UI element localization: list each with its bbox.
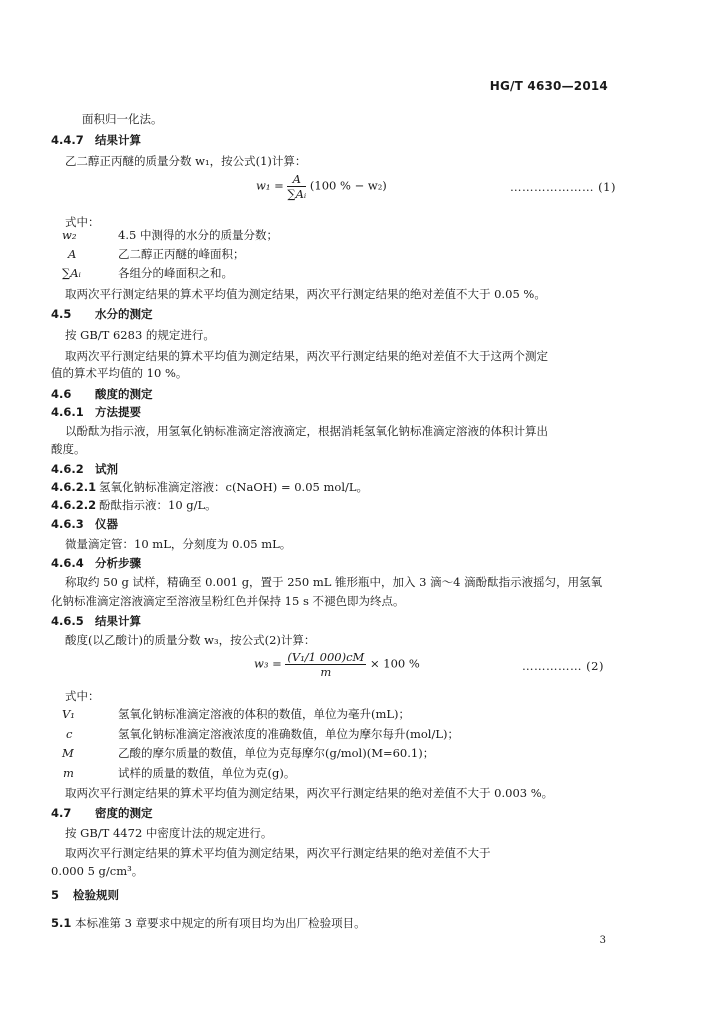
variable-description: 乙二醇正丙醚的峰面积； xyxy=(118,247,245,261)
paragraph-formula2-intro: 酸度(以乙酸计)的质量分数 w₃，按公式(2)计算： xyxy=(65,633,316,647)
paragraph-density-method: 按 GB/T 4472 中密度计法的规定进行。 xyxy=(65,826,273,840)
heading-title: 结果计算 xyxy=(95,133,141,147)
heading-number: 4.5 xyxy=(51,307,72,321)
equation-number-1: ………………… (1) xyxy=(510,180,616,194)
variable-description: 乙酸的摩尔质量的数值，单位为克每摩尔(g/mol)(M=60.1)； xyxy=(118,746,435,760)
formula-numerator: A xyxy=(287,172,306,187)
heading-4-6 xyxy=(51,386,153,402)
formula-denominator: ∑Aᵢ xyxy=(287,187,307,201)
paragraph-water-method: 按 GB/T 6283 的规定进行。 xyxy=(65,328,215,342)
clause-number: 4.6.2.2 xyxy=(51,498,97,512)
paragraph-procedure-line1: 称取约 50 g 试样，精确至 0.001 g，置于 250 mL 锥形瓶中，加入 3 滴～4 滴酚酞指示液摇匀，用氢氧 xyxy=(65,575,603,589)
heading-4-5 xyxy=(51,306,153,322)
formula-rest: (100 % − w₂) xyxy=(309,178,387,193)
heading-4-6-5 xyxy=(51,613,141,629)
clause-5-1 xyxy=(51,915,366,931)
heading-number: 4.6.5 xyxy=(51,614,84,628)
variable-symbol: ∑Aᵢ xyxy=(62,266,81,280)
heading-4-6-3 xyxy=(51,516,118,532)
paragraph-apparatus: 微量滴定管：10 mL，分刻度为 0.05 mL。 xyxy=(65,537,292,551)
variable-symbol: A xyxy=(68,247,77,261)
variable-description: 氢氧化钠标准滴定溶液浓度的准确数值，单位为摩尔每升(mol/L)； xyxy=(118,727,459,741)
paragraph-principle-line1: 以酚酞为指示液，用氢氧化钠标准滴定溶液滴定，根据消耗氢氧化钠标准滴定溶液的体积计算出 xyxy=(65,424,548,438)
heading-number: 4.6 xyxy=(51,387,72,401)
heading-number: 4.4.7 xyxy=(51,133,84,147)
heading-number: 4.7 xyxy=(51,806,72,820)
heading-title: 结果计算 xyxy=(95,614,141,628)
paragraph-result-4-6-5: 取两次平行测定结果的算术平均值为测定结果，两次平行测定结果的绝对差值不大于 0.003 %。 xyxy=(65,786,554,800)
variable-description: 试样的质量的数值，单位为克(g)。 xyxy=(118,766,296,780)
heading-number: 4.6.4 xyxy=(51,556,84,570)
heading-title: 试剂 xyxy=(95,462,118,476)
paragraph-result-4-4-7: 取两次平行测定结果的算术平均值为测定结果，两次平行测定结果的绝对差值不大于 0.05 %。 xyxy=(65,287,546,301)
reagent-4-6-2-1 xyxy=(51,479,368,495)
heading-title: 分析步骤 xyxy=(95,556,141,570)
heading-4-4-7 xyxy=(51,132,141,148)
heading-4-7 xyxy=(51,805,153,821)
paragraph-density-result-line1: 取两次平行测定结果的算术平均值为测定结果，两次平行测定结果的绝对差值不大于 xyxy=(65,846,491,860)
heading-number: 5 xyxy=(51,888,60,902)
clause-number: 5.1 xyxy=(51,916,72,930)
heading-title: 检验规则 xyxy=(73,888,119,902)
variable-symbol: V₁ xyxy=(62,707,75,721)
paragraph-procedure-line2: 化钠标准滴定溶液滴定至溶液呈粉红色并保持 15 s 不褪色即为终点。 xyxy=(51,594,405,608)
formula-fraction xyxy=(285,650,366,679)
equation-number-2: …………… (2) xyxy=(522,659,604,673)
heading-number: 4.6.1 xyxy=(51,405,84,419)
heading-number: 4.6.3 xyxy=(51,517,84,531)
formula-2 xyxy=(254,650,420,679)
paragraph-principle-line2: 酸度。 xyxy=(51,442,86,456)
paragraph-area-normalization: 面积归一化法。 xyxy=(82,112,163,126)
clause-text: 酚酞指示液：10 g/L。 xyxy=(99,498,217,512)
heading-4-6-1 xyxy=(51,404,141,420)
formula-rest: × 100 % xyxy=(369,656,420,671)
where-label-1: 式中： xyxy=(65,215,100,229)
formula-denominator: m xyxy=(320,665,332,679)
where-label-2: 式中： xyxy=(65,689,100,703)
clause-number: 4.6.2.1 xyxy=(51,480,97,494)
heading-title: 密度的测定 xyxy=(95,806,153,820)
formula-numerator: (V₁/1 000)cM xyxy=(287,650,365,664)
paragraph-formula1-intro: 乙二醇正丙醚的质量分数 w₁，按公式(1)计算： xyxy=(65,154,307,168)
variable-symbol: c xyxy=(66,727,73,741)
variable-symbol: M xyxy=(62,746,74,760)
heading-5 xyxy=(51,887,119,903)
variable-description: 各组分的峰面积之和。 xyxy=(118,266,233,280)
variable-description: 4.5 中测得的水分的质量分数； xyxy=(118,228,278,242)
paragraph-water-result-line1: 取两次平行测定结果的算术平均值为测定结果，两次平行测定结果的绝对差值不大于这两个测定 xyxy=(65,349,548,363)
paragraph-density-result-line2: 0.000 5 g/cm³。 xyxy=(51,864,144,878)
page-number: 3 xyxy=(599,935,606,946)
formula-fraction xyxy=(287,172,306,201)
reagent-4-6-2-2 xyxy=(51,497,217,513)
paragraph-water-result-line2: 值的算术平均值的 10 %。 xyxy=(51,366,188,380)
heading-title: 水分的测定 xyxy=(95,307,153,321)
variable-symbol: m xyxy=(63,766,74,780)
heading-title: 酸度的测定 xyxy=(95,387,153,401)
clause-text: 氢氧化钠标准滴定溶液：c(NaOH) = 0.05 mol/L。 xyxy=(99,480,369,494)
variable-symbol: w₂ xyxy=(62,228,77,242)
heading-4-6-4 xyxy=(51,555,141,571)
heading-title: 方法提要 xyxy=(95,405,141,419)
heading-4-6-2 xyxy=(51,461,118,477)
heading-number: 4.6.2 xyxy=(51,462,84,476)
clause-text: 本标准第 3 章要求中规定的所有项目均为出厂检验项目。 xyxy=(75,916,366,930)
standard-code: HG/T 4630—2014 xyxy=(489,79,608,93)
formula-lhs: w₃ = xyxy=(254,656,282,671)
formula-1 xyxy=(256,172,387,201)
formula-lhs: w₁ = xyxy=(256,178,284,193)
variable-description: 氢氧化钠标准滴定溶液的体积的数值，单位为毫升(mL)； xyxy=(118,707,411,721)
heading-title: 仪器 xyxy=(95,517,118,531)
